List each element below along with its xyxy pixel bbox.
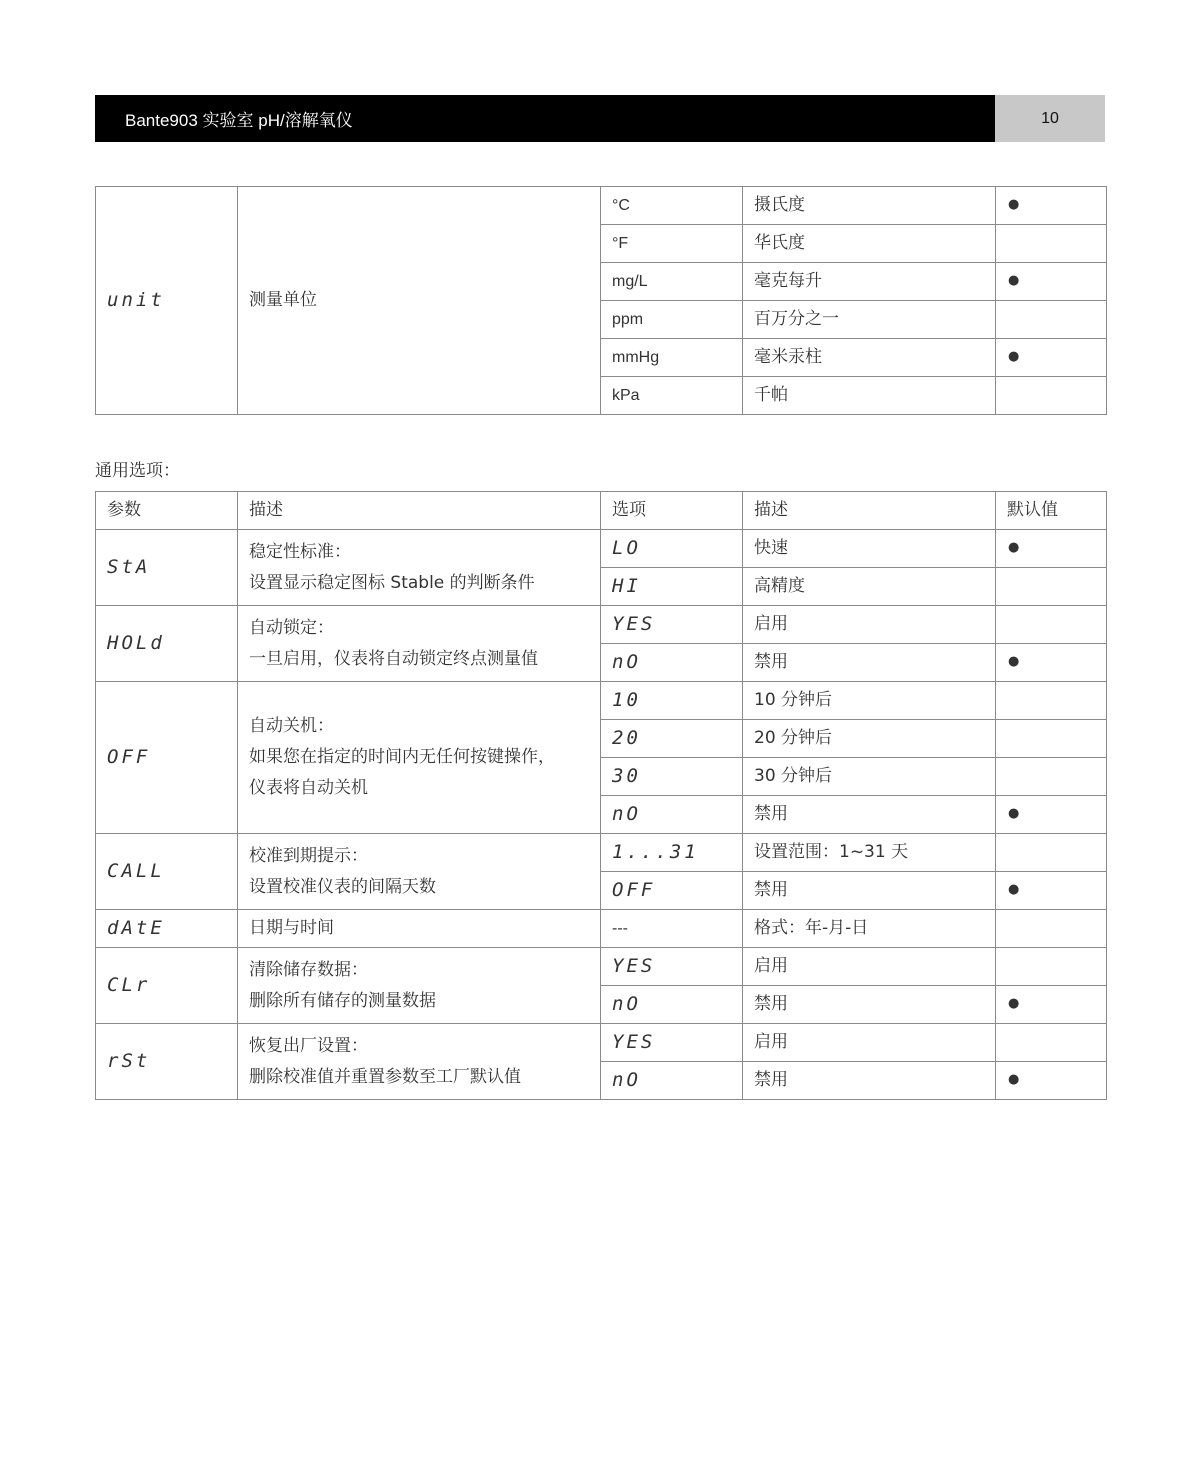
default-marker [996,682,1107,720]
description-line: 设置显示稳定图标 Stable 的判断条件 [249,572,535,593]
option-description: 20 分钟后 [743,720,996,758]
default-marker [996,377,1107,415]
param-description [238,1024,601,1100]
table-row [96,834,1107,872]
description-line: 仪表将自动关机 [249,778,368,798]
option-value: YES [601,1024,743,1062]
description-line: 清除储存数据： [249,959,368,980]
option-value: nO [601,644,743,682]
description-line: 自动关机： [249,716,334,736]
unit-table [95,186,1107,415]
page-number: 10 [995,95,1105,142]
column-header: 默认值 [996,492,1107,530]
param-code: CALL [96,834,238,910]
description-line: 删除所有储存的测量数据 [249,990,436,1011]
param-code: dAtE [96,910,238,948]
description-line: 如果您在指定的时间内无任何按键操作， [249,747,555,767]
param-description [238,948,601,1024]
option-value: °F [601,225,743,263]
table-row [96,910,1107,948]
option-value: ppm [601,301,743,339]
table-row [96,948,1107,986]
description-line: 一旦启用，仪表将自动锁定终点测量值 [249,648,538,669]
default-marker [996,720,1107,758]
option-value: mg/L [601,263,743,301]
description-line: 恢复出厂设置： [249,1035,368,1056]
option-description: 百万分之一 [743,301,996,339]
option-description: 启用 [743,606,996,644]
param-code: unit [96,187,238,415]
param-code: StA [96,530,238,606]
option-value: HI [601,568,743,606]
description-line: 自动锁定： [249,617,334,638]
param-description [238,682,601,834]
default-marker: ● [996,530,1107,568]
param-code: HOLd [96,606,238,682]
option-value: nO [601,1062,743,1100]
option-value: OFF [601,872,743,910]
default-marker: ● [996,1062,1107,1100]
default-marker: ● [996,644,1107,682]
column-header: 描述 [743,492,996,530]
param-description: 测量单位 [238,187,601,415]
option-description: 启用 [743,948,996,986]
general-options-table [95,491,1107,1100]
option-value: nO [601,796,743,834]
option-description: 千帕 [743,377,996,415]
default-marker: ● [996,339,1107,377]
option-description: 设置范围：1~31 天 [743,834,996,872]
param-code: rSt [96,1024,238,1100]
option-description: 启用 [743,1024,996,1062]
option-description: 10 分钟后 [743,682,996,720]
default-marker [996,834,1107,872]
default-marker [996,606,1107,644]
default-marker [996,948,1107,986]
option-value: kPa [601,377,743,415]
option-description: 禁用 [743,986,996,1024]
default-marker [996,1024,1107,1062]
param-description [238,606,601,682]
section-label: 通用选项： [95,461,180,481]
option-description: 禁用 [743,872,996,910]
default-marker: ● [996,986,1107,1024]
option-value: mmHg [601,339,743,377]
default-marker [996,910,1107,948]
option-description: 毫克每升 [743,263,996,301]
table-row [96,682,1107,720]
option-description: 禁用 [743,644,996,682]
default-marker [996,568,1107,606]
option-value: --- [601,910,743,948]
option-value: YES [601,948,743,986]
option-description: 摄氏度 [743,187,996,225]
param-description [238,834,601,910]
column-header: 参数 [96,492,238,530]
default-marker [996,758,1107,796]
default-marker: ● [996,263,1107,301]
column-header: 描述 [238,492,601,530]
option-value: °C [601,187,743,225]
default-marker [996,225,1107,263]
default-marker: ● [996,796,1107,834]
document-title: Bante903 实验室 pH/溶解氧仪 [95,95,995,142]
table-row [96,187,1107,225]
option-description: 高精度 [743,568,996,606]
option-description: 快速 [743,530,996,568]
header-row [96,492,1107,530]
default-marker [996,301,1107,339]
param-description [238,530,601,606]
description-line: 日期与时间 [249,918,334,938]
table-row [96,606,1107,644]
default-marker: ● [996,187,1107,225]
option-value: 20 [601,720,743,758]
option-description: 禁用 [743,1062,996,1100]
option-value: YES [601,606,743,644]
description-line: 校准到期提示： [249,845,368,866]
option-value: 10 [601,682,743,720]
option-value: 30 [601,758,743,796]
option-description: 毫米汞柱 [743,339,996,377]
param-description [238,910,601,948]
table-row [96,530,1107,568]
option-value: LO [601,530,743,568]
option-value: 1...31 [601,834,743,872]
column-header: 选项 [601,492,743,530]
description-line: 稳定性标准： [249,541,351,562]
default-marker: ● [996,872,1107,910]
option-description: 30 分钟后 [743,758,996,796]
option-description: 格式：年-月-日 [743,910,996,948]
param-code: OFF [96,682,238,834]
option-description: 华氏度 [743,225,996,263]
description-line: 删除校准值并重置参数至工厂默认值 [249,1066,521,1087]
option-value: nO [601,986,743,1024]
description-line: 设置校准仪表的间隔天数 [249,876,436,897]
table-row [96,1024,1107,1062]
option-description: 禁用 [743,796,996,834]
page-header [95,95,1105,142]
param-code: CLr [96,948,238,1024]
